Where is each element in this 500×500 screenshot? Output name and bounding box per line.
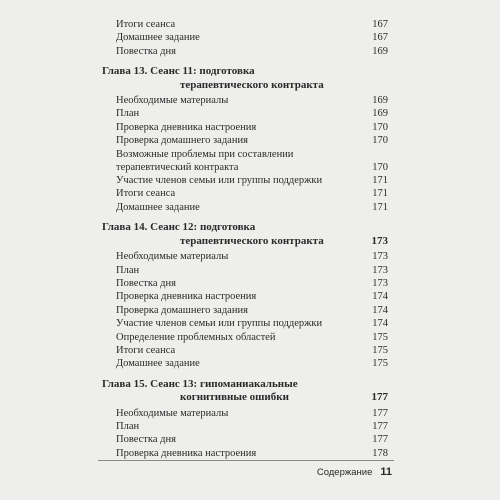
chapter-title: Глава 15. Сеанс 13: гипоманиакальные когнитивные ошибки: [102, 377, 298, 404]
toc-entry: Повестка дня 173: [116, 277, 388, 289]
toc-entry: Итоги сеанса 167: [116, 19, 388, 30]
toc-entry: Возможные проблемы при составлении терапевтический контракта 170: [116, 148, 388, 173]
toc-entry: Домашнее задание 175: [116, 358, 388, 370]
chapter-heading: Глава 14. Сеанс 12: подготовка терапевтического контракта 173: [102, 221, 388, 247]
toc-entry: Определение проблемных областей 175: [116, 331, 388, 343]
toc-entry: Проверка дневника настроения 170: [116, 121, 388, 133]
chapter-heading: [102, 65, 388, 92]
toc-entry: Проверка домашнего задания 174: [116, 304, 388, 316]
toc-entry: Проверка домашнего задания 170: [116, 135, 388, 147]
toc-entry: Необходимые материалы 177: [116, 407, 388, 419]
toc-entry: Участие членов семьи или группы поддержки 171: [116, 175, 388, 187]
section-name: Содержание: [316, 466, 373, 478]
toc-entry: План 169: [116, 108, 388, 120]
table-of-contents: [102, 18, 388, 460]
page-footer: [98, 460, 394, 478]
toc-entry: План 177: [116, 420, 388, 432]
toc-entry: Проверка дневника настроения 178: [116, 447, 388, 459]
toc-entry: Повестка дня 169: [116, 45, 388, 57]
chapter-heading: Глава 15. Сеанс 13: гипоманиакальные когнитивные ошибки 177: [102, 377, 388, 404]
toc-entry: Необходимые материалы 173: [116, 251, 388, 263]
toc-entry: Участие членов семьи или группы поддержки 174: [116, 318, 388, 330]
page-number: 11: [380, 466, 392, 478]
chapter-title: Глава 13. Сеанс 11: подготовка терапевтического контракта: [102, 65, 324, 91]
toc-entry: Необходимые материалы 169: [116, 95, 388, 107]
chapter-title: Глава 14. Сеанс 12: подготовка терапевтического контракта: [102, 221, 324, 247]
toc-entry: Домашнее задание 167: [116, 32, 388, 44]
toc-entry: Итоги сеанса 171: [116, 188, 388, 200]
toc-entry: Повестка дня 177: [116, 434, 388, 446]
toc-entry: Итоги сеанса 175: [116, 344, 388, 356]
toc-entry: План 173: [116, 264, 388, 276]
toc-entry: Домашнее задание 171: [116, 201, 388, 213]
toc-entry: Проверка дневника настроения 174: [116, 291, 388, 303]
